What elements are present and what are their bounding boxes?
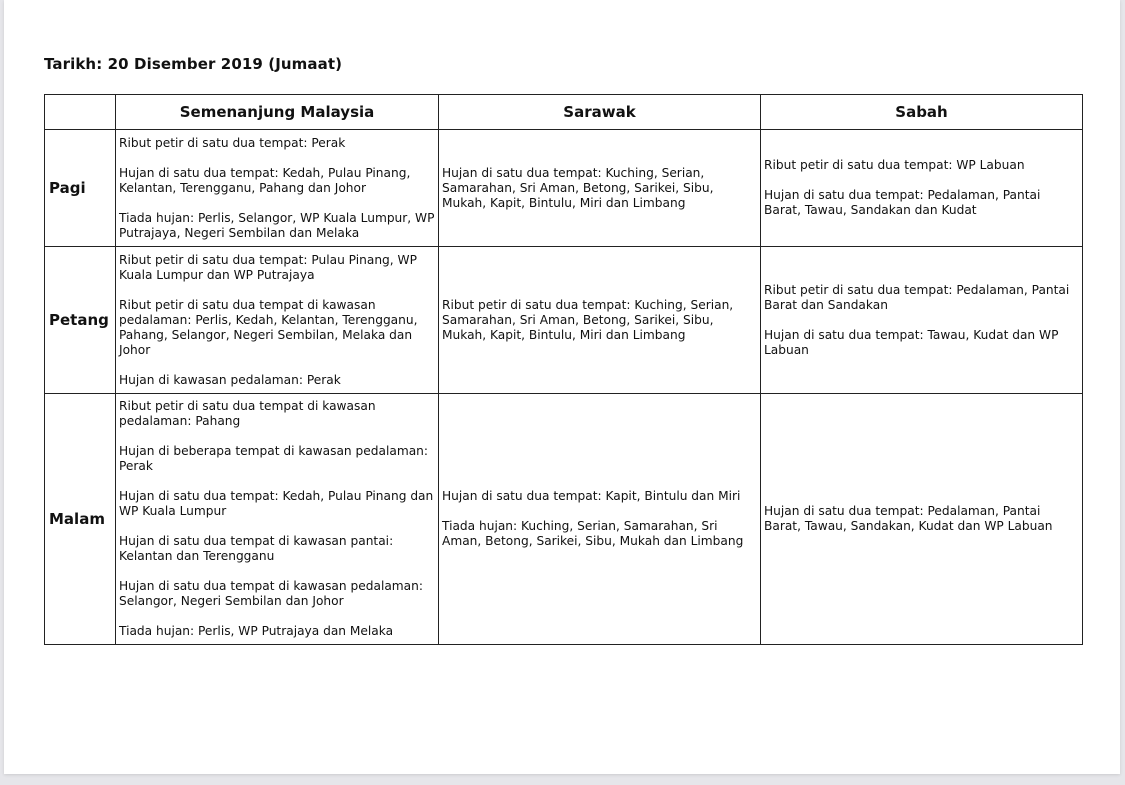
header-sarawak: Sarawak [439,95,761,130]
forecast-line: Ribut petir di satu dua tempat di kawasan pedalaman: Pahang [119,399,376,428]
table-row-pagi [45,130,1083,247]
header-sabah: Sabah [761,95,1083,130]
forecast-table [44,94,1083,645]
forecast-line: Hujan di satu dua tempat: Tawau, Kudat dan WP Labuan [764,327,1059,357]
forecast-line: Tiada hujan: Perlis, WP Putrajaya dan Melaka [119,624,394,638]
forecast-line: Hujan di satu dua tempat di kawasan pedalaman: Selangor, Negeri Sembilan dan Johor [119,579,423,608]
forecast-line: Ribut petir di satu dua tempat: Pulau Pinang, WP Kuala Lumpur dan WP Putrajaya [119,252,417,282]
forecast-line: Hujan di satu dua tempat: Kuching, Serian, Samarahan, Sri Aman, Betong, Sarikei, Sibu, Mukah, Kapit, Bintulu, Miri dan Limbang [442,165,714,210]
forecast-line: Tiada hujan: Perlis, Selangor, WP Kuala Lumpur, WP Putrajaya, Negeri Sembilan dan Melaka [119,210,435,240]
period-label: Malam [45,394,116,645]
forecast-line: Hujan di satu dua tempat: Kedah, Pulau Pinang, Kelantan, Terengganu, Pahang dan Johor [119,165,411,195]
table-header-row [45,95,1083,130]
cell-sarawak [439,394,761,645]
forecast-line: Hujan di satu dua tempat: Kedah, Pulau Pinang dan WP Kuala Lumpur [119,489,434,518]
table-row-petang [45,247,1083,394]
forecast-line: Hujan di satu dua tempat: Kapit, Bintulu dan Miri [442,489,741,503]
cell-semenanjung [116,247,439,394]
table-row-malam [45,394,1083,645]
forecast-line: Ribut petir di satu dua tempat: Pedalaman, Pantai Barat dan Sandakan [764,282,1070,312]
forecast-line: Ribut petir di satu dua tempat di kawasan pedalaman: Perlis, Kedah, Kelantan, Terengganu, Pahang, Selangor, Negeri Sembilan, Melaka dan Johor [119,297,418,357]
forecast-line: Ribut petir di satu dua tempat: Perak [119,135,346,150]
period-label: Pagi [45,130,116,247]
forecast-line: Hujan di satu dua tempat: Pedalaman, Pantai Barat, Tawau, Sandakan dan Kudat [764,188,1041,217]
cell-semenanjung [116,130,439,247]
cell-semenanjung [116,394,439,645]
cell-sabah [761,130,1083,247]
forecast-line: Tiada hujan: Kuching, Serian, Samarahan, Sri Aman, Betong, Sarikei, Sibu, Mukah dan Limbang [442,519,744,548]
period-label: Petang [45,247,116,394]
header-semenanjung: Semenanjung Malaysia [116,95,439,130]
cell-sarawak [439,130,761,247]
header-empty [45,95,116,130]
date-title: Tarikh: 20 Disember 2019 (Jumaat) [44,55,343,73]
forecast-line: Hujan di beberapa tempat di kawasan pedalaman: Perak [119,444,428,473]
forecast-line: Hujan di satu dua tempat: Pedalaman, Pantai Barat, Tawau, Sandakan, Kudat dan WP Labuan [764,504,1053,533]
cell-sarawak [439,247,761,394]
forecast-line: Hujan di satu dua tempat di kawasan pantai: Kelantan dan Terengganu [119,534,394,563]
forecast-line: Ribut petir di satu dua tempat: WP Labuan [764,158,1025,172]
cell-sabah [761,394,1083,645]
cell-sabah [761,247,1083,394]
forecast-line: Ribut petir di satu dua tempat: Kuching, Serian, Samarahan, Sri Aman, Betong, Sarikei, Sibu, Mukah, Kapit, Bintulu, Miri dan Limbang [442,297,734,342]
document-page [4,0,1120,774]
forecast-line: Hujan di kawasan pedalaman: Perak [119,372,341,387]
